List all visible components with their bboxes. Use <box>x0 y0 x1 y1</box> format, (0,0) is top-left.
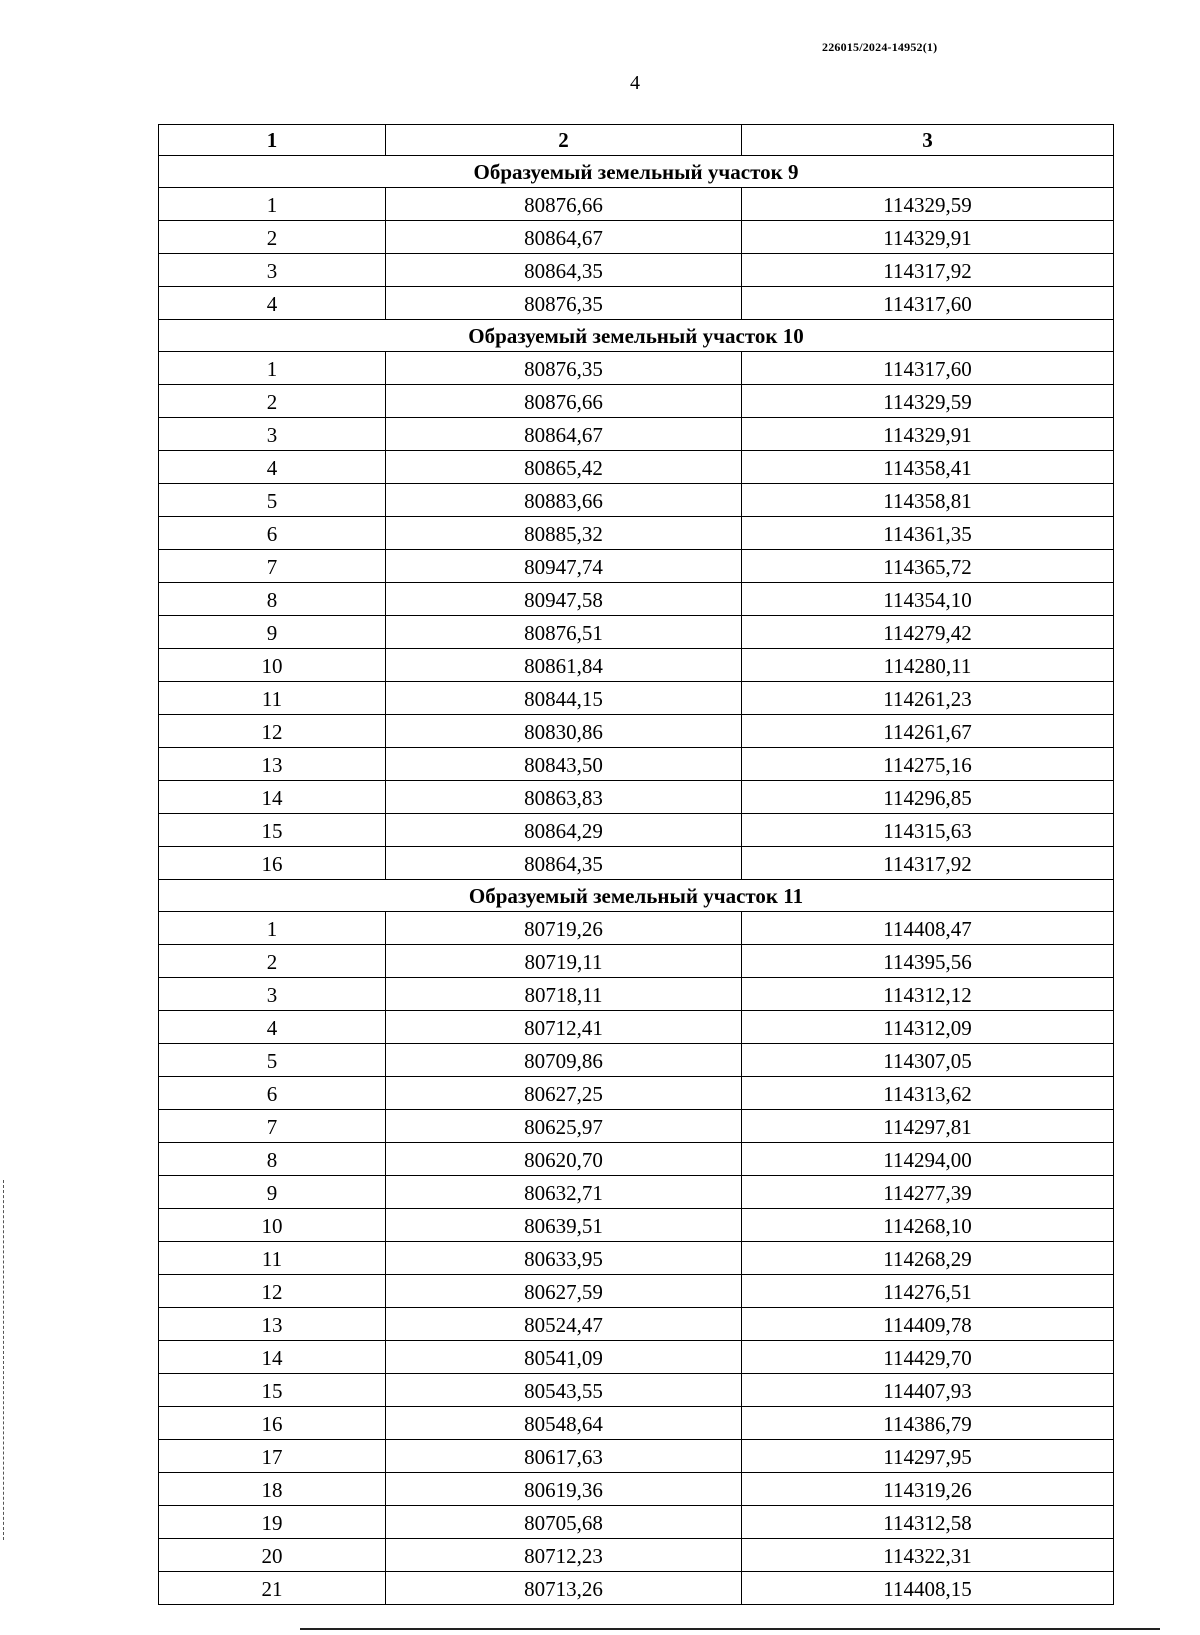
point-number-cell: 5 <box>159 1044 386 1077</box>
table-row <box>159 550 1114 583</box>
x-coordinate-cell: 80947,58 <box>386 583 742 616</box>
table-row <box>159 484 1114 517</box>
y-coordinate-cell: 114409,78 <box>742 1308 1114 1341</box>
table-row <box>159 945 1114 978</box>
table-row <box>159 418 1114 451</box>
point-number-cell: 4 <box>159 451 386 484</box>
table-row <box>159 1176 1114 1209</box>
point-number-cell: 3 <box>159 978 386 1011</box>
x-coordinate-cell: 80863,83 <box>386 781 742 814</box>
point-number-cell: 3 <box>159 254 386 287</box>
point-number-cell: 15 <box>159 814 386 847</box>
x-coordinate-cell: 80876,66 <box>386 385 742 418</box>
table-row <box>159 451 1114 484</box>
point-number-cell: 17 <box>159 1440 386 1473</box>
x-coordinate-cell: 80844,15 <box>386 682 742 715</box>
x-coordinate-cell: 80718,11 <box>386 978 742 1011</box>
x-coordinate-cell: 80627,25 <box>386 1077 742 1110</box>
point-number-cell: 12 <box>159 715 386 748</box>
x-coordinate-cell: 80885,32 <box>386 517 742 550</box>
x-coordinate-cell: 80830,86 <box>386 715 742 748</box>
table-row <box>159 1209 1114 1242</box>
table-row <box>159 517 1114 550</box>
point-number-cell: 5 <box>159 484 386 517</box>
y-coordinate-cell: 114277,39 <box>742 1176 1114 1209</box>
y-coordinate-cell: 114294,00 <box>742 1143 1114 1176</box>
scan-edge-mark <box>3 1180 5 1540</box>
point-number-cell: 4 <box>159 1011 386 1044</box>
section-title: Образуемый земельный участок 10 <box>159 320 1114 352</box>
table-row <box>159 1044 1114 1077</box>
table-row <box>159 1374 1114 1407</box>
y-coordinate-cell: 114276,51 <box>742 1275 1114 1308</box>
point-number-cell: 7 <box>159 1110 386 1143</box>
x-coordinate-cell: 80633,95 <box>386 1242 742 1275</box>
y-coordinate-cell: 114329,91 <box>742 418 1114 451</box>
x-coordinate-cell: 80843,50 <box>386 748 742 781</box>
y-coordinate-cell: 114296,85 <box>742 781 1114 814</box>
point-number-cell: 9 <box>159 616 386 649</box>
y-coordinate-cell: 114329,59 <box>742 188 1114 221</box>
y-coordinate-cell: 114268,10 <box>742 1209 1114 1242</box>
point-number-cell: 16 <box>159 1407 386 1440</box>
table-header-row <box>159 125 1114 156</box>
y-coordinate-cell: 114280,11 <box>742 649 1114 682</box>
y-coordinate-cell: 114317,60 <box>742 287 1114 320</box>
y-coordinate-cell: 114329,91 <box>742 221 1114 254</box>
y-coordinate-cell: 114408,15 <box>742 1572 1114 1605</box>
x-coordinate-cell: 80876,35 <box>386 352 742 385</box>
y-coordinate-cell: 114261,23 <box>742 682 1114 715</box>
y-coordinate-cell: 114429,70 <box>742 1341 1114 1374</box>
y-coordinate-cell: 114268,29 <box>742 1242 1114 1275</box>
y-coordinate-cell: 114317,92 <box>742 254 1114 287</box>
x-coordinate-cell: 80864,35 <box>386 847 742 880</box>
x-coordinate-cell: 80632,71 <box>386 1176 742 1209</box>
y-coordinate-cell: 114313,62 <box>742 1077 1114 1110</box>
point-number-cell: 11 <box>159 1242 386 1275</box>
column-header: 1 <box>159 125 386 156</box>
table-row <box>159 1110 1114 1143</box>
x-coordinate-cell: 80861,84 <box>386 649 742 682</box>
x-coordinate-cell: 80709,86 <box>386 1044 742 1077</box>
section-header-row <box>159 320 1114 352</box>
y-coordinate-cell: 114317,92 <box>742 847 1114 880</box>
point-number-cell: 9 <box>159 1176 386 1209</box>
x-coordinate-cell: 80625,97 <box>386 1110 742 1143</box>
y-coordinate-cell: 114312,09 <box>742 1011 1114 1044</box>
table-row <box>159 1143 1114 1176</box>
table-row <box>159 1077 1114 1110</box>
coordinates-table <box>158 124 1114 1605</box>
section-title: Образуемый земельный участок 9 <box>159 156 1114 188</box>
table-row <box>159 1506 1114 1539</box>
point-number-cell: 14 <box>159 1341 386 1374</box>
point-number-cell: 6 <box>159 517 386 550</box>
x-coordinate-cell: 80876,35 <box>386 287 742 320</box>
table-row <box>159 385 1114 418</box>
x-coordinate-cell: 80713,26 <box>386 1572 742 1605</box>
point-number-cell: 8 <box>159 583 386 616</box>
table-row <box>159 715 1114 748</box>
y-coordinate-cell: 114354,10 <box>742 583 1114 616</box>
x-coordinate-cell: 80524,47 <box>386 1308 742 1341</box>
column-header: 3 <box>742 125 1114 156</box>
table-row <box>159 1572 1114 1605</box>
point-number-cell: 1 <box>159 188 386 221</box>
x-coordinate-cell: 80620,70 <box>386 1143 742 1176</box>
table-row <box>159 978 1114 1011</box>
y-coordinate-cell: 114312,58 <box>742 1506 1114 1539</box>
point-number-cell: 7 <box>159 550 386 583</box>
y-coordinate-cell: 114386,79 <box>742 1407 1114 1440</box>
x-coordinate-cell: 80864,67 <box>386 221 742 254</box>
x-coordinate-cell: 80864,67 <box>386 418 742 451</box>
table-row <box>159 1407 1114 1440</box>
table-row <box>159 1473 1114 1506</box>
y-coordinate-cell: 114319,26 <box>742 1473 1114 1506</box>
x-coordinate-cell: 80712,23 <box>386 1539 742 1572</box>
point-number-cell: 1 <box>159 912 386 945</box>
y-coordinate-cell: 114358,41 <box>742 451 1114 484</box>
x-coordinate-cell: 80712,41 <box>386 1011 742 1044</box>
y-coordinate-cell: 114317,60 <box>742 352 1114 385</box>
x-coordinate-cell: 80864,29 <box>386 814 742 847</box>
y-coordinate-cell: 114297,95 <box>742 1440 1114 1473</box>
y-coordinate-cell: 114329,59 <box>742 385 1114 418</box>
table-row <box>159 1341 1114 1374</box>
table-row <box>159 1440 1114 1473</box>
y-coordinate-cell: 114358,81 <box>742 484 1114 517</box>
table-row <box>159 254 1114 287</box>
point-number-cell: 14 <box>159 781 386 814</box>
x-coordinate-cell: 80639,51 <box>386 1209 742 1242</box>
point-number-cell: 20 <box>159 1539 386 1572</box>
point-number-cell: 1 <box>159 352 386 385</box>
table-row <box>159 814 1114 847</box>
point-number-cell: 16 <box>159 847 386 880</box>
point-number-cell: 3 <box>159 418 386 451</box>
point-number-cell: 11 <box>159 682 386 715</box>
point-number-cell: 10 <box>159 649 386 682</box>
point-number-cell: 2 <box>159 385 386 418</box>
table-body <box>159 156 1114 1605</box>
point-number-cell: 12 <box>159 1275 386 1308</box>
x-coordinate-cell: 80627,59 <box>386 1275 742 1308</box>
y-coordinate-cell: 114365,72 <box>742 550 1114 583</box>
table-row <box>159 748 1114 781</box>
table-row <box>159 221 1114 254</box>
column-header: 2 <box>386 125 742 156</box>
table-row <box>159 781 1114 814</box>
table-row <box>159 616 1114 649</box>
point-number-cell: 21 <box>159 1572 386 1605</box>
table-row <box>159 188 1114 221</box>
y-coordinate-cell: 114322,31 <box>742 1539 1114 1572</box>
table-row <box>159 682 1114 715</box>
y-coordinate-cell: 114312,12 <box>742 978 1114 1011</box>
x-coordinate-cell: 80719,26 <box>386 912 742 945</box>
y-coordinate-cell: 114395,56 <box>742 945 1114 978</box>
bottom-rule <box>300 1628 1160 1630</box>
x-coordinate-cell: 80865,42 <box>386 451 742 484</box>
x-coordinate-cell: 80876,51 <box>386 616 742 649</box>
point-number-cell: 10 <box>159 1209 386 1242</box>
y-coordinate-cell: 114307,05 <box>742 1044 1114 1077</box>
x-coordinate-cell: 80543,55 <box>386 1374 742 1407</box>
table-row <box>159 1308 1114 1341</box>
y-coordinate-cell: 114275,16 <box>742 748 1114 781</box>
point-number-cell: 19 <box>159 1506 386 1539</box>
section-header-row <box>159 880 1114 912</box>
point-number-cell: 15 <box>159 1374 386 1407</box>
point-number-cell: 4 <box>159 287 386 320</box>
x-coordinate-cell: 80541,09 <box>386 1341 742 1374</box>
table-row <box>159 1011 1114 1044</box>
table-row <box>159 1275 1114 1308</box>
y-coordinate-cell: 114315,63 <box>742 814 1114 847</box>
point-number-cell: 13 <box>159 1308 386 1341</box>
x-coordinate-cell: 80548,64 <box>386 1407 742 1440</box>
x-coordinate-cell: 80864,35 <box>386 254 742 287</box>
y-coordinate-cell: 114297,81 <box>742 1110 1114 1143</box>
table-row <box>159 649 1114 682</box>
point-number-cell: 2 <box>159 221 386 254</box>
table-row <box>159 1539 1114 1572</box>
y-coordinate-cell: 114361,35 <box>742 517 1114 550</box>
point-number-cell: 6 <box>159 1077 386 1110</box>
point-number-cell: 8 <box>159 1143 386 1176</box>
document-number: 226015/2024-14952(1) <box>822 40 938 54</box>
table-row <box>159 352 1114 385</box>
x-coordinate-cell: 80876,66 <box>386 188 742 221</box>
x-coordinate-cell: 80883,66 <box>386 484 742 517</box>
table-row <box>159 912 1114 945</box>
point-number-cell: 18 <box>159 1473 386 1506</box>
section-title: Образуемый земельный участок 11 <box>159 880 1114 912</box>
x-coordinate-cell: 80719,11 <box>386 945 742 978</box>
y-coordinate-cell: 114261,67 <box>742 715 1114 748</box>
y-coordinate-cell: 114407,93 <box>742 1374 1114 1407</box>
x-coordinate-cell: 80617,63 <box>386 1440 742 1473</box>
table-row <box>159 1242 1114 1275</box>
x-coordinate-cell: 80619,36 <box>386 1473 742 1506</box>
point-number-cell: 13 <box>159 748 386 781</box>
point-number-cell: 2 <box>159 945 386 978</box>
table-row <box>159 287 1114 320</box>
section-header-row <box>159 156 1114 188</box>
table-row <box>159 583 1114 616</box>
page-number: 4 <box>630 72 640 94</box>
table-row <box>159 847 1114 880</box>
x-coordinate-cell: 80705,68 <box>386 1506 742 1539</box>
y-coordinate-cell: 114408,47 <box>742 912 1114 945</box>
y-coordinate-cell: 114279,42 <box>742 616 1114 649</box>
x-coordinate-cell: 80947,74 <box>386 550 742 583</box>
